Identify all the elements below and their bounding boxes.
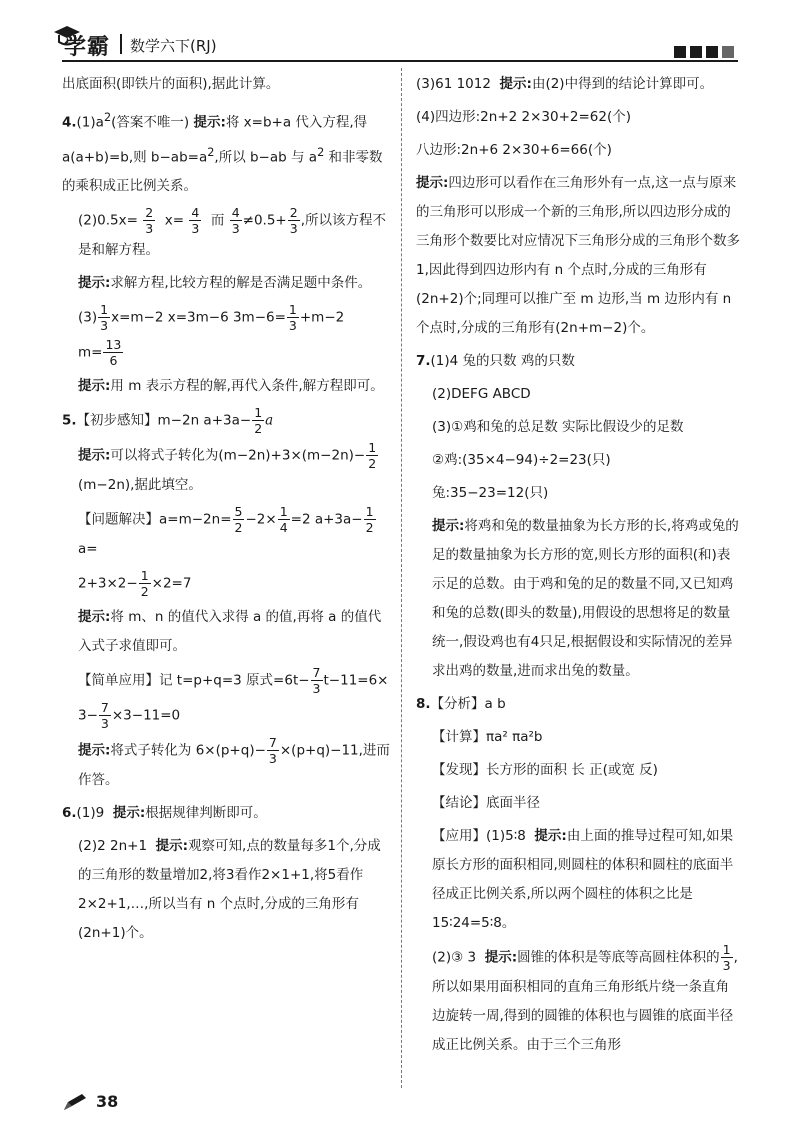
- left-column: [62, 70, 392, 952]
- fraction: $\frac{13}{6}$: [105, 337, 122, 368]
- fraction: $\frac{7}{3}$: [100, 700, 109, 731]
- question-4-part-2: (2)0.5x= $\frac{2}{3}$ x= $\frac{4}{3}$ 而 $\frac{4}{3}$ ≠0.5+ $\frac{2}{3}$ ,所以该方程不是和解方程。: [78, 205, 386, 258]
- fraction: $\frac{1}{3}$: [100, 302, 109, 333]
- question-7-part-3: (3)①鸡和兔的总足数 实际比假设少的足数: [432, 419, 684, 435]
- page-header: [0, 0, 800, 62]
- question-6-part-2: (2)2 2n+1 提示:观察可知,点的数量每多1个,分成的三角形的数量增加2,将3看作2×1+1,将5看作2×2+1,…,所以当有 n 个点时,分成的三角形有(2n+1)个。: [78, 838, 381, 941]
- header-separator: [120, 34, 122, 54]
- page-number: 38: [96, 1092, 119, 1111]
- left-line-0: 出底面积(即铁片的面积),据此计算。: [62, 76, 280, 92]
- question-8-part-3: 【发现】长方形的面积 长 正(或宽 反): [432, 762, 658, 778]
- right-column: [416, 70, 742, 1064]
- question-6-part-4b: 八边形:2n+6 2×30+6=66(个): [416, 142, 612, 158]
- fraction: $\frac{1}{2}$: [254, 405, 263, 436]
- fraction: $\frac{1}{2}$: [368, 440, 377, 471]
- fraction: $\frac{4}{3}$: [231, 205, 240, 236]
- question-4-part-2-tip: 提示:求解方程,比较方程的解是否满足题中条件。: [78, 275, 372, 291]
- book-title: 数学六下(RJ): [130, 37, 217, 55]
- question-8-part-5: 【应用】(1)5∶8 提示:由上面的推导过程可知,如果原长方形的面积相同,则圆柱的体积和圆柱的底面半径成正比例关系,所以两个圆柱的体积之比是 15∶24=5∶8。: [432, 828, 734, 931]
- question-7-part-5: 兔:35−23=12(只): [432, 485, 549, 501]
- question-4-part-3: (3) $\frac{1}{3}$ x=m−2 x=3m−6 3m−6= $\frac{1}{3}$ +m−2: [78, 302, 345, 333]
- column-divider: [401, 68, 402, 1088]
- question-5-tip-2: 提示:将 m、n 的值代入求得 a 的值,再将 a 的值代入式子求值即可。: [78, 609, 382, 654]
- question-7-part-1: 7.(1)4 兔的只数 鸡的只数: [416, 353, 575, 369]
- fraction: $\frac{7}{3}$: [312, 665, 321, 696]
- fraction: $\frac{2}{3}$: [145, 205, 154, 236]
- fraction: $\frac{1}{2}$: [365, 504, 374, 535]
- question-8-part-4: 【结论】底面半径: [432, 795, 540, 811]
- fraction: $\frac{1}{2}$: [140, 568, 149, 599]
- question-5-solve: 【问题解决】a=m−2n= $\frac{5}{2}$ −2× $\frac{1}{4}$ =2 a+3a− $\frac{1}{2}$ a=: [78, 504, 374, 557]
- question-6-part-4-tip: 提示:四边形可以看作在三角形外有一点,这一点与原来的三角形可以形成一个新的三角形,所以四边形分成的三角形个数要比对应情况下三角形分成的三角形个数多1,因此得到四边形内有 n 个点时,分成的三角形有(2n+2)个;同理可以推广至 m 边形,当 m 边形内有 n 个点时,分成的三角形有(2n+m−2)个。: [416, 175, 740, 336]
- fraction: $\frac{5}{2}$: [234, 504, 243, 535]
- question-6-part-1: 6.(1)9 提示:根据规律判断即可。: [62, 805, 267, 821]
- pencil-icon: [62, 1092, 90, 1112]
- question-8-part-2: 【计算】πa² πa²b: [432, 729, 543, 745]
- question-6-part-4a: (4)四边形:2n+2 2×30+2=62(个): [416, 109, 632, 125]
- fraction: $\frac{2}{3}$: [289, 205, 298, 236]
- question-7-part-4: ②鸡:(35×4−94)÷2=23(只): [432, 452, 611, 468]
- fraction: $\frac{1}{3}$: [722, 942, 731, 973]
- question-8-part-6: (2)③ 3 提示:圆锥的体积是等底等高圆柱体积的 $\frac{1}{3}$ ,所以如果用面积相同的直角三角形纸片绕一条直角边旋转一周,得到的圆锥的体积也与圆锥的底面半径成正比例关系。由于三个三角形: [432, 942, 738, 1053]
- question-4-part-3-tip: 提示:用 m 表示方程的解,再代入条件,解方程即可。: [78, 378, 384, 394]
- fraction: $\frac{1}{4}$: [279, 504, 288, 535]
- fraction: $\frac{4}{3}$: [191, 205, 200, 236]
- brand-logo: 学霸: [64, 35, 111, 60]
- question-5-tip-1: 提示:可以将式子转化为(m−2n)+3×(m−2n)− $\frac{1}{2}$ (m−2n),据此填空。: [78, 440, 377, 493]
- question-8-part-1: 8.【分析】a b: [416, 696, 506, 712]
- question-5-solve-2: 2+3×2− $\frac{1}{2}$ ×2=7: [78, 568, 192, 599]
- question-5-intro: 5.【初步感知】m−2n a+3a− $\frac{1}{2}$ a: [62, 405, 274, 436]
- question-6-part-3: (3)61 1012 提示:由(2)中得到的结论计算即可。: [416, 76, 714, 92]
- question-5-apply-2: 3− $\frac{7}{3}$ ×3−11=0: [78, 700, 181, 731]
- header-rule: [62, 60, 738, 62]
- fraction: $\frac{1}{3}$: [288, 302, 297, 333]
- question-7-part-2: (2)DEFG ABCD: [432, 386, 531, 402]
- question-4-part-1: $4.(1)a^2$(答案不唯一) 提示:将 x=b+a 代入方程,得 a(a+b)=b,则 $b-ab=a^2$,所以 b−ab 与 $a^2$ 和非零数的乘积成正比例关系。: [62, 111, 383, 194]
- question-4-part-3-answer: m= $\frac{13}{6}$: [78, 337, 122, 368]
- fraction: $\frac{7}{3}$: [268, 735, 277, 766]
- question-7-tip: 提示:将鸡和兔的数量抽象为长方形的长,将鸡或兔的足的数量抽象为长方形的宽,则长方形的面积(和)表示足的总数。由于鸡和兔的足的数量不同,又已知鸡和兔的总数(即头的数量),用假设的思想将足的数量统一,假设鸡也有4只足,根据假设和实际情况的差异求出鸡的数量,进而求出兔的数量。: [432, 518, 739, 679]
- question-5-tip-3: 提示:将式子转化为 6×(p+q)− $\frac{7}{3}$ ×(p+q)−11,进而作答。: [78, 735, 390, 788]
- question-5-apply: 【简单应用】记 t=p+q=3 原式=6t− $\frac{7}{3}$ t−11=6×: [78, 665, 389, 696]
